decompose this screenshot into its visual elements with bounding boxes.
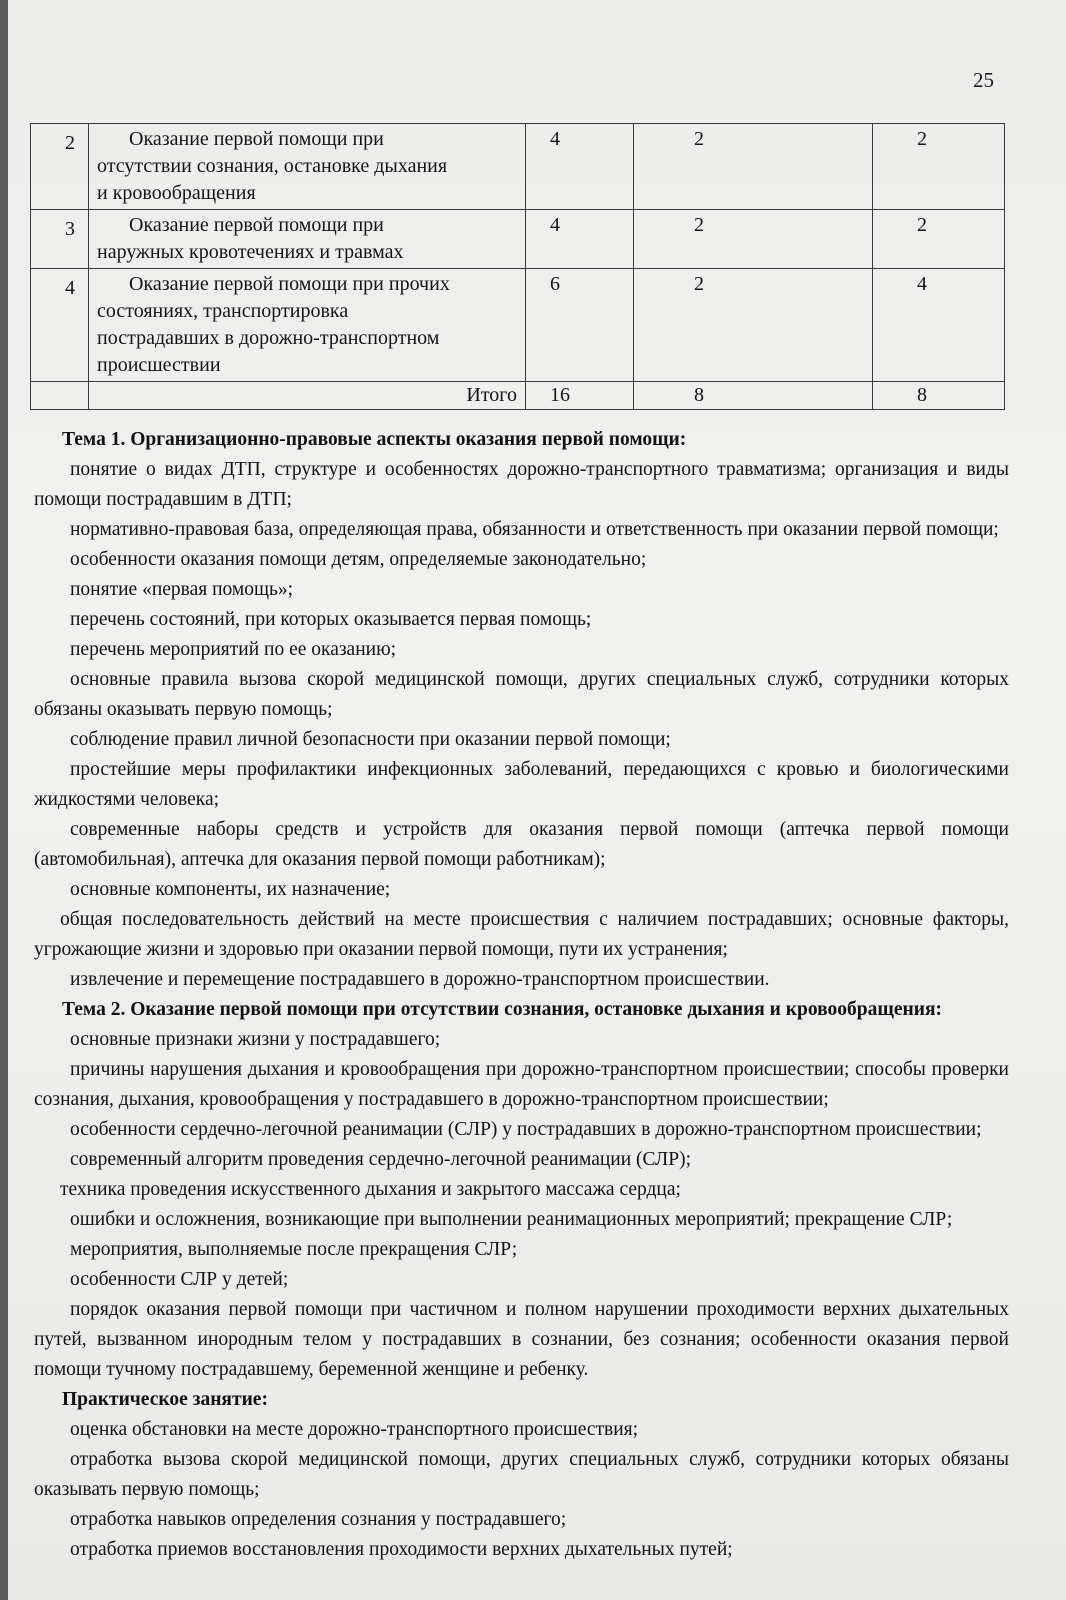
theme2-item: мероприятия, выполняемые после прекращения СЛР; bbox=[70, 1239, 518, 1260]
theme2-item: основные признаки жизни у пострадавшего; bbox=[70, 1029, 441, 1050]
practice-item: оценка обстановки на месте дорожно-транспортного происшествия; bbox=[70, 1419, 639, 1440]
practice-item: отработка навыков определения сознания у пострадавшего; bbox=[70, 1509, 567, 1530]
practice-heading: Практическое занятие: bbox=[62, 1389, 268, 1410]
theme1-heading: Тема 1. Организационно-правовые аспекты оказания первой помощи: bbox=[62, 429, 687, 450]
row-practice-hours: 4 bbox=[873, 269, 1005, 382]
row-theory-hours: 2 bbox=[634, 210, 873, 269]
row-number: 2 bbox=[31, 124, 89, 210]
table-row bbox=[31, 269, 1005, 382]
theme1-item: простейшие меры профилактики инфекционных заболеваний, передающихся с кровью и биологическими жидкостями человека; bbox=[34, 759, 1009, 810]
row-total-hours: 4 bbox=[526, 210, 634, 269]
sum-theory-hours: 8 bbox=[634, 382, 873, 410]
theme1-item: основные правила вызова скорой медицинской помощи, других специальных служб, сотрудники которых обязаны оказывать первую помощь; bbox=[34, 669, 1009, 720]
document-page bbox=[8, 0, 1066, 1600]
row-total-hours: 4 bbox=[526, 124, 634, 210]
topic-line: происшествии bbox=[97, 354, 221, 376]
topic-line: и кровообращения bbox=[97, 182, 256, 204]
topic-line: пострадавших в дорожно-транспортном bbox=[97, 327, 440, 349]
page-number: 25 bbox=[973, 68, 994, 92]
practice-item: отработка приемов восстановления проходимости верхних дыхательных путей; bbox=[70, 1539, 733, 1560]
theme2-item: особенности СЛР у детей; bbox=[70, 1269, 289, 1290]
topic-line: Оказание первой помощи при bbox=[129, 214, 384, 236]
theme1-item: современные наборы средств и устройств для оказания первой помощи (аптечка первой помощи (автомобильная), аптечка для оказания первой помощи работникам); bbox=[34, 819, 1009, 870]
table-row bbox=[31, 210, 1005, 269]
theme1-item: основные компоненты, их назначение; bbox=[70, 879, 391, 900]
table-row bbox=[31, 124, 1005, 210]
row-theory-hours: 2 bbox=[634, 124, 873, 210]
practice-item: отработка вызова скорой медицинской помощи, других специальных служб, сотрудники которых обязаны оказывать первую помощь; bbox=[34, 1449, 1009, 1500]
theme1-item: понятие о видах ДТП, структуре и особенностях дорожно-транспортного травматизма; организация и виды помощи пострадавшим в ДТП; bbox=[34, 459, 1009, 510]
row-number: 4 bbox=[31, 269, 89, 382]
theme1-item: соблюдение правил личной безопасности при оказании первой помощи; bbox=[70, 729, 671, 750]
topic-line: наружных кровотечениях и травмах bbox=[97, 241, 404, 263]
theme2-item: техника проведения искусственного дыхания и закрытого массажа сердца; bbox=[60, 1179, 681, 1200]
theme2-item: современный алгоритм проведения сердечно-легочной реанимации (СЛР); bbox=[70, 1149, 692, 1170]
theme1-item: общая последовательность действий на месте происшествия с наличием пострадавших; основные факторы, угрожающие жизни и здоровью при оказании первой помощи, пути их устранения; bbox=[34, 909, 1009, 960]
theme2-item: порядок оказания первой помощи при частичном и полном нарушении проходимости верхних дыхательных путей, вызванном инородным телом у пострадавших в сознании, без сознания; особенности оказания первой помощи тучному пострадавшему, беременной женщине и ребенку. bbox=[34, 1299, 1009, 1380]
theme1-item: понятие «первая помощь»; bbox=[70, 579, 294, 600]
theme1-item: нормативно-правовая база, определяющая права, обязанности и ответственность при оказании первой помощи; bbox=[70, 519, 999, 540]
theme2-heading: Тема 2. Оказание первой помощи при отсутствии сознания, остановке дыхания и кровообращения: bbox=[62, 999, 943, 1020]
document-body bbox=[34, 425, 1009, 1565]
topic-line: состояниях, транспортировка bbox=[97, 300, 349, 322]
theme2-item: причины нарушения дыхания и кровообращения при дорожно-транспортном происшествии; способы проверки сознания, дыхания, кровообращения у пострадавшего в дорожно-транспортном происшествии; bbox=[34, 1059, 1009, 1110]
topic-line: Оказание первой помощи при прочих bbox=[129, 273, 450, 295]
table-total-row bbox=[31, 382, 1005, 410]
theme1-item: извлечение и перемещение пострадавшего в дорожно-транспортном происшествии. bbox=[70, 969, 770, 990]
total-label: Итого bbox=[89, 382, 526, 410]
row-number: 3 bbox=[31, 210, 89, 269]
theme2-item: ошибки и осложнения, возникающие при выполнении реанимационных мероприятий; прекращение СЛР; bbox=[70, 1209, 953, 1230]
sum-practice-hours: 8 bbox=[873, 382, 1005, 410]
theme1-item: перечень состояний, при которых оказывается первая помощь; bbox=[70, 609, 592, 630]
row-total-hours: 6 bbox=[526, 269, 634, 382]
sum-total-hours: 16 bbox=[526, 382, 634, 410]
topic-line: отсутствии сознания, остановке дыхания bbox=[97, 155, 448, 177]
theme2-item: особенности сердечно-легочной реанимации (СЛР) у пострадавших в дорожно-транспортном происшествии; bbox=[70, 1119, 982, 1140]
row-topic bbox=[89, 210, 526, 269]
training-plan-table bbox=[30, 123, 1005, 410]
row-number-empty bbox=[31, 382, 89, 410]
topic-line: Оказание первой помощи при bbox=[129, 128, 384, 150]
theme1-item: перечень мероприятий по ее оказанию; bbox=[70, 639, 397, 660]
theme1-item: особенности оказания помощи детям, определяемые законодательно; bbox=[70, 549, 647, 570]
row-topic bbox=[89, 269, 526, 382]
row-topic bbox=[89, 124, 526, 210]
row-theory-hours: 2 bbox=[634, 269, 873, 382]
row-practice-hours: 2 bbox=[873, 124, 1005, 210]
row-practice-hours: 2 bbox=[873, 210, 1005, 269]
